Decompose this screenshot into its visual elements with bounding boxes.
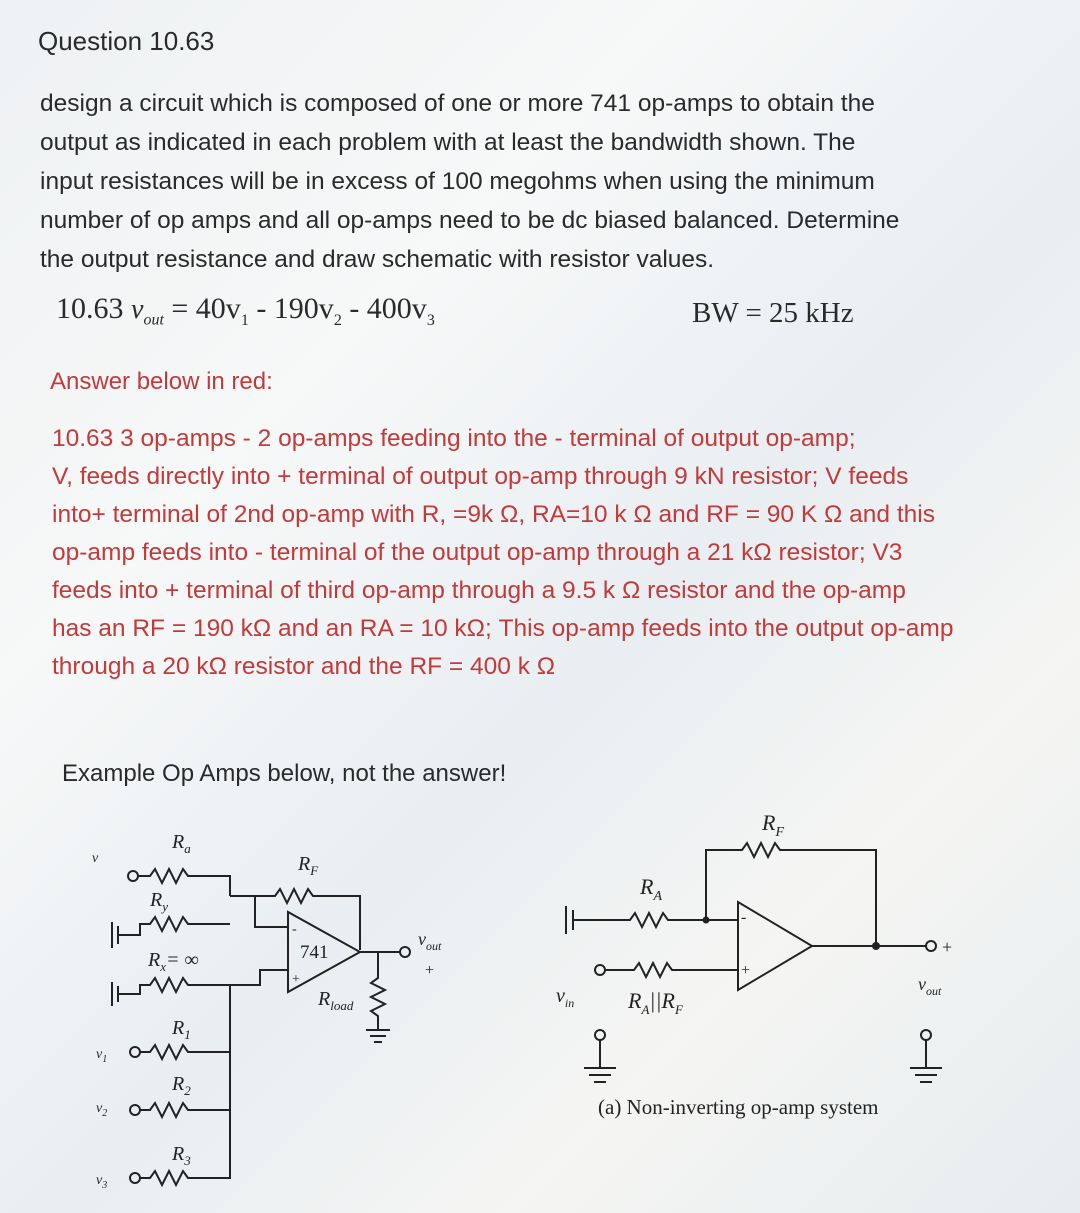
junction-dot	[703, 917, 710, 924]
example-heading: Example Op Amps below, not the answer!	[62, 760, 507, 787]
resistor-ry-label: $R_y$	[150, 889, 168, 914]
answer-line: op-amp feeds into - terminal of the output op-amp through a 21 kΩ resistor; V3	[52, 539, 903, 566]
circuit-caption: (a) Non-inverting op-amp system	[598, 1095, 879, 1119]
ground-icon	[566, 906, 573, 934]
answer-heading: Answer below in red:	[50, 368, 273, 395]
resistor-r3-icon	[140, 1170, 230, 1185]
problem-line: output as indicated in each problem with at least the bandwidth shown. The	[40, 129, 856, 156]
answer-line: into+ terminal of 2nd op-amp with R, =9k Ω, RA=10 k Ω and RF = 90 K Ω and this	[52, 501, 935, 528]
ground-icon	[366, 1030, 390, 1042]
terminal-icon	[130, 1105, 140, 1115]
answer-line: has an RF = 190 kΩ and an RA = 10 kΩ; This op-amp feeds into the output op-amp	[52, 615, 954, 642]
terminal-icon	[595, 1030, 605, 1040]
answer-line: V, feeds directly into + terminal of output op-amp through 9 kN resistor; V feeds	[52, 463, 909, 490]
noninverting-wire	[230, 970, 288, 985]
problem-line: design a circuit which is composed of one or more 741 op-amps to obtain the	[40, 90, 875, 117]
resistor-r2-icon	[140, 1103, 230, 1117]
resistor-rf-icon	[255, 889, 360, 950]
resistor-rload-icon	[371, 952, 385, 1030]
equation-lhs: $v_{out}$	[131, 294, 164, 329]
answer-line: through a 20 kΩ resistor and the RF = 400 k Ω	[52, 653, 556, 680]
resistor-ry-icon	[118, 917, 230, 935]
terminal-icon	[130, 1173, 140, 1183]
resistor-rf-label: $R_F$	[298, 853, 319, 878]
plus-terminal-label: +	[741, 962, 751, 979]
right-op-amp-circuit	[556, 810, 952, 1119]
op-amp-741-label: 741	[300, 942, 329, 963]
inverting-wire	[230, 896, 288, 927]
resistor-parallel-label: $R_A||R_F$	[628, 988, 683, 1017]
terminal-icon	[130, 1047, 140, 1057]
terminal-icon	[921, 1030, 931, 1040]
vout-label: $v_{out}$	[418, 929, 442, 953]
output-junction-dot	[872, 942, 880, 950]
ground-icon	[910, 1040, 942, 1082]
input-v-label: v	[92, 851, 99, 866]
resistor-rx-icon	[118, 978, 230, 994]
problem-line: the output resistance and draw schematic with resistor values.	[40, 246, 715, 273]
output-plus-label: +	[942, 937, 953, 957]
minus-terminal-label: -	[292, 922, 297, 937]
resistor-rload-label: $R_{load}$	[318, 988, 354, 1013]
ground-icon	[112, 922, 118, 948]
answer-line: feeds into + terminal of third op-amp through a 9.5 k Ω resistor and the op-amp	[52, 577, 906, 604]
resistor-r2-label: $R_2$	[172, 1073, 191, 1098]
question-title: Question 10.63	[38, 26, 215, 56]
resistor-ra-icon	[573, 913, 738, 927]
bandwidth: BW = 25 kHz	[692, 297, 854, 329]
answer-line: 10.63 3 op-amps - 2 op-amps feeding into the - terminal of output op-amp;	[52, 425, 856, 452]
left-op-amp-circuit	[92, 831, 442, 1191]
plus-terminal-label: +	[292, 972, 300, 987]
resistor-ra-rf-icon	[605, 963, 738, 977]
problem-line: number of op amps and all op-amps need to be dc biased balanced. Determine	[40, 207, 900, 234]
resistor-r1-label: $R_1$	[172, 1017, 191, 1042]
output-terminal-icon	[926, 941, 936, 951]
terminal-icon	[128, 871, 138, 881]
resistor-rf-label: $R_F$	[762, 810, 785, 840]
input-terminal-icon	[595, 965, 605, 975]
equation-rhs: = $40v_1 - 190v_2 - 400v_3$	[171, 292, 435, 329]
equation-number: 10.63	[56, 292, 124, 325]
ground-icon	[112, 982, 118, 1006]
resistor-rx-label: $R_x=$ ∞	[148, 949, 199, 974]
vout-label: $v_{out}$	[918, 974, 942, 998]
minus-terminal-label: -	[741, 909, 747, 926]
vin-label: $v_{in}$	[556, 985, 575, 1010]
v2-label: $v_2$	[96, 1101, 108, 1119]
resistor-rf-icon	[706, 843, 876, 946]
ground-icon	[584, 1040, 616, 1082]
v1-label: $v_1$	[96, 1047, 108, 1065]
problem-line: input resistances will be in excess of 100 megohms when using the minimum	[40, 168, 875, 195]
v3-label: $v_3$	[96, 1173, 108, 1191]
resistor-r1-icon	[140, 1045, 230, 1059]
resistor-ra-label: $R_a$	[172, 831, 191, 856]
resistor-ra-label: $R_A$	[640, 874, 663, 904]
output-terminal-icon	[400, 947, 410, 957]
vout-plus-label: +	[425, 962, 435, 979]
resistor-r3-label: $R_3$	[172, 1143, 191, 1168]
